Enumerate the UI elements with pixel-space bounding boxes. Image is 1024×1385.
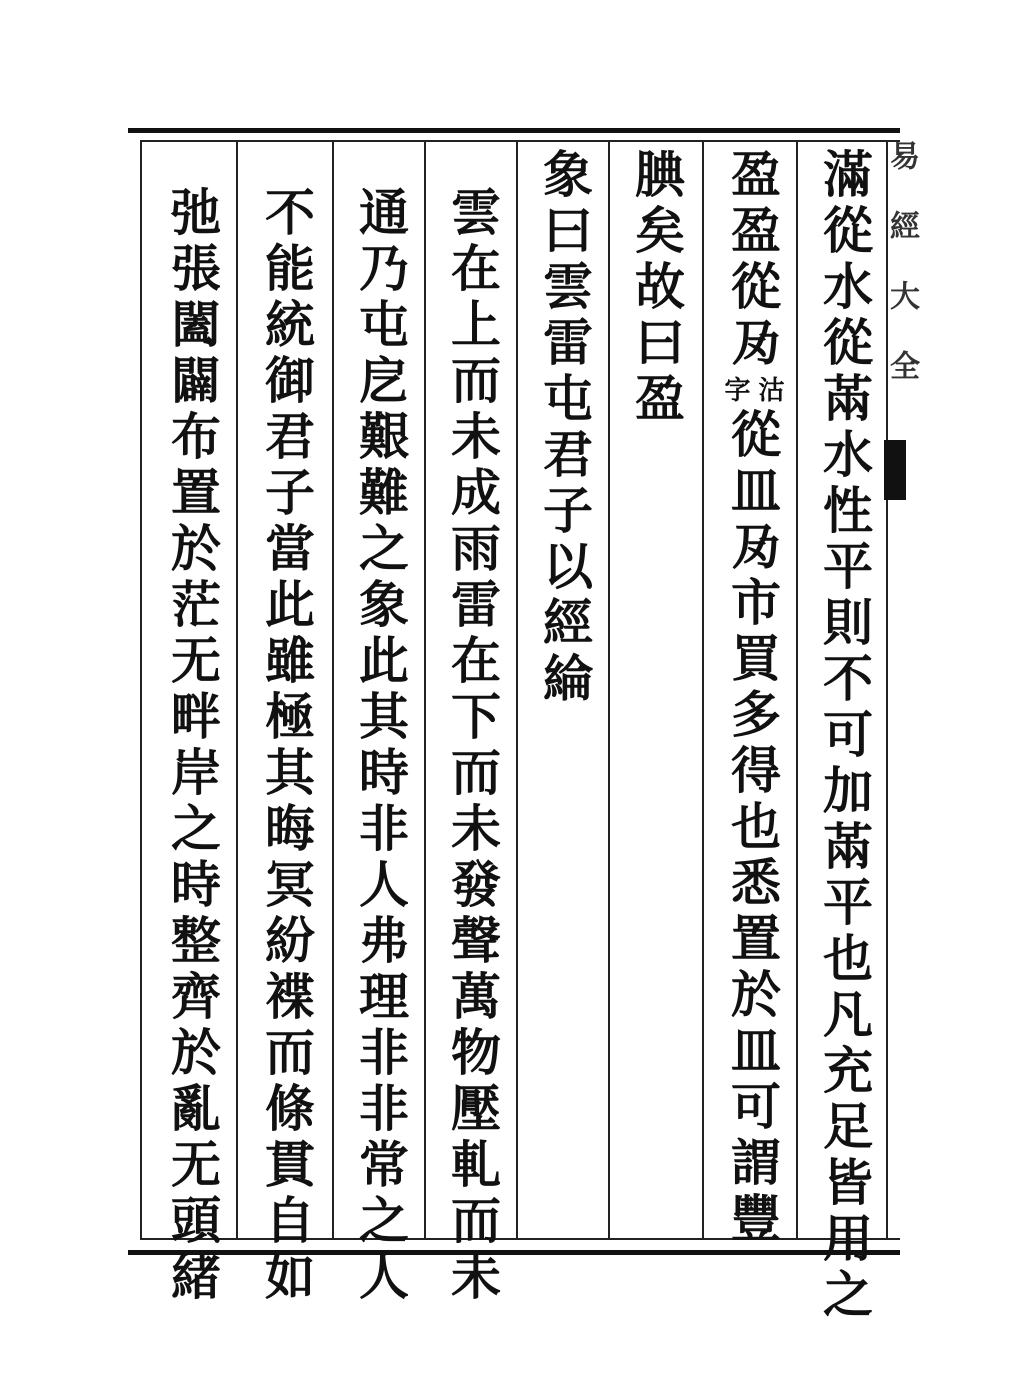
- text-column-3: [620, 148, 692, 1233]
- top-inner-rule: [140, 140, 900, 142]
- text-column-4: [528, 148, 600, 1233]
- text-column-6: [344, 186, 416, 1306]
- text-column-1: [808, 148, 880, 1324]
- column-divider: [608, 140, 610, 1240]
- column-divider: [702, 140, 704, 1240]
- note-right: 沽: [754, 376, 784, 402]
- column-text-after-note: 從皿夃市買多得也悉置於皿可謂豐: [723, 408, 782, 1248]
- column-divider: [236, 140, 238, 1240]
- next-page-edge-fragment: [884, 140, 919, 1240]
- column-divider: [796, 140, 798, 1240]
- column-divider: [332, 140, 334, 1240]
- column-text: 象曰雲雷屯君子以經綸: [535, 148, 594, 708]
- column-divider: [424, 140, 426, 1240]
- column-text: 不能統御君子當此雖極其晦冥紛褋而條貫自如: [257, 186, 316, 1306]
- column-divider: [516, 140, 518, 1240]
- text-column-8: [156, 186, 228, 1306]
- column-text: 腆矣故曰盈: [627, 148, 686, 428]
- fishtail-mark: [884, 440, 906, 500]
- interlinear-note: [722, 376, 782, 402]
- column-text: 通乃屯戹艱難之象此其時非人弗理非非常之人: [351, 186, 410, 1306]
- text-column-7: [250, 186, 322, 1306]
- text-column-5: [436, 186, 508, 1306]
- left-border-rule: [140, 140, 142, 1240]
- note-left: 字: [720, 376, 750, 402]
- column-text-before-note: 盈盈從夃: [723, 148, 782, 372]
- column-text: 雲在上而未成雨雷在下而未發聲萬物壓軋而未: [443, 186, 502, 1306]
- column-text: 滿從水從㒼水性平則不可加㒼平也凡充足皆用之: [815, 148, 874, 1324]
- bottom-outer-rule: [128, 1250, 900, 1255]
- edge-fragment-text: 易經大全: [884, 140, 919, 420]
- column-text: 弛張闔闢布置於茫无畔岸之時整齊於亂无頭緒: [163, 186, 222, 1306]
- top-outer-rule: [128, 128, 900, 133]
- text-column-2: [714, 148, 790, 1248]
